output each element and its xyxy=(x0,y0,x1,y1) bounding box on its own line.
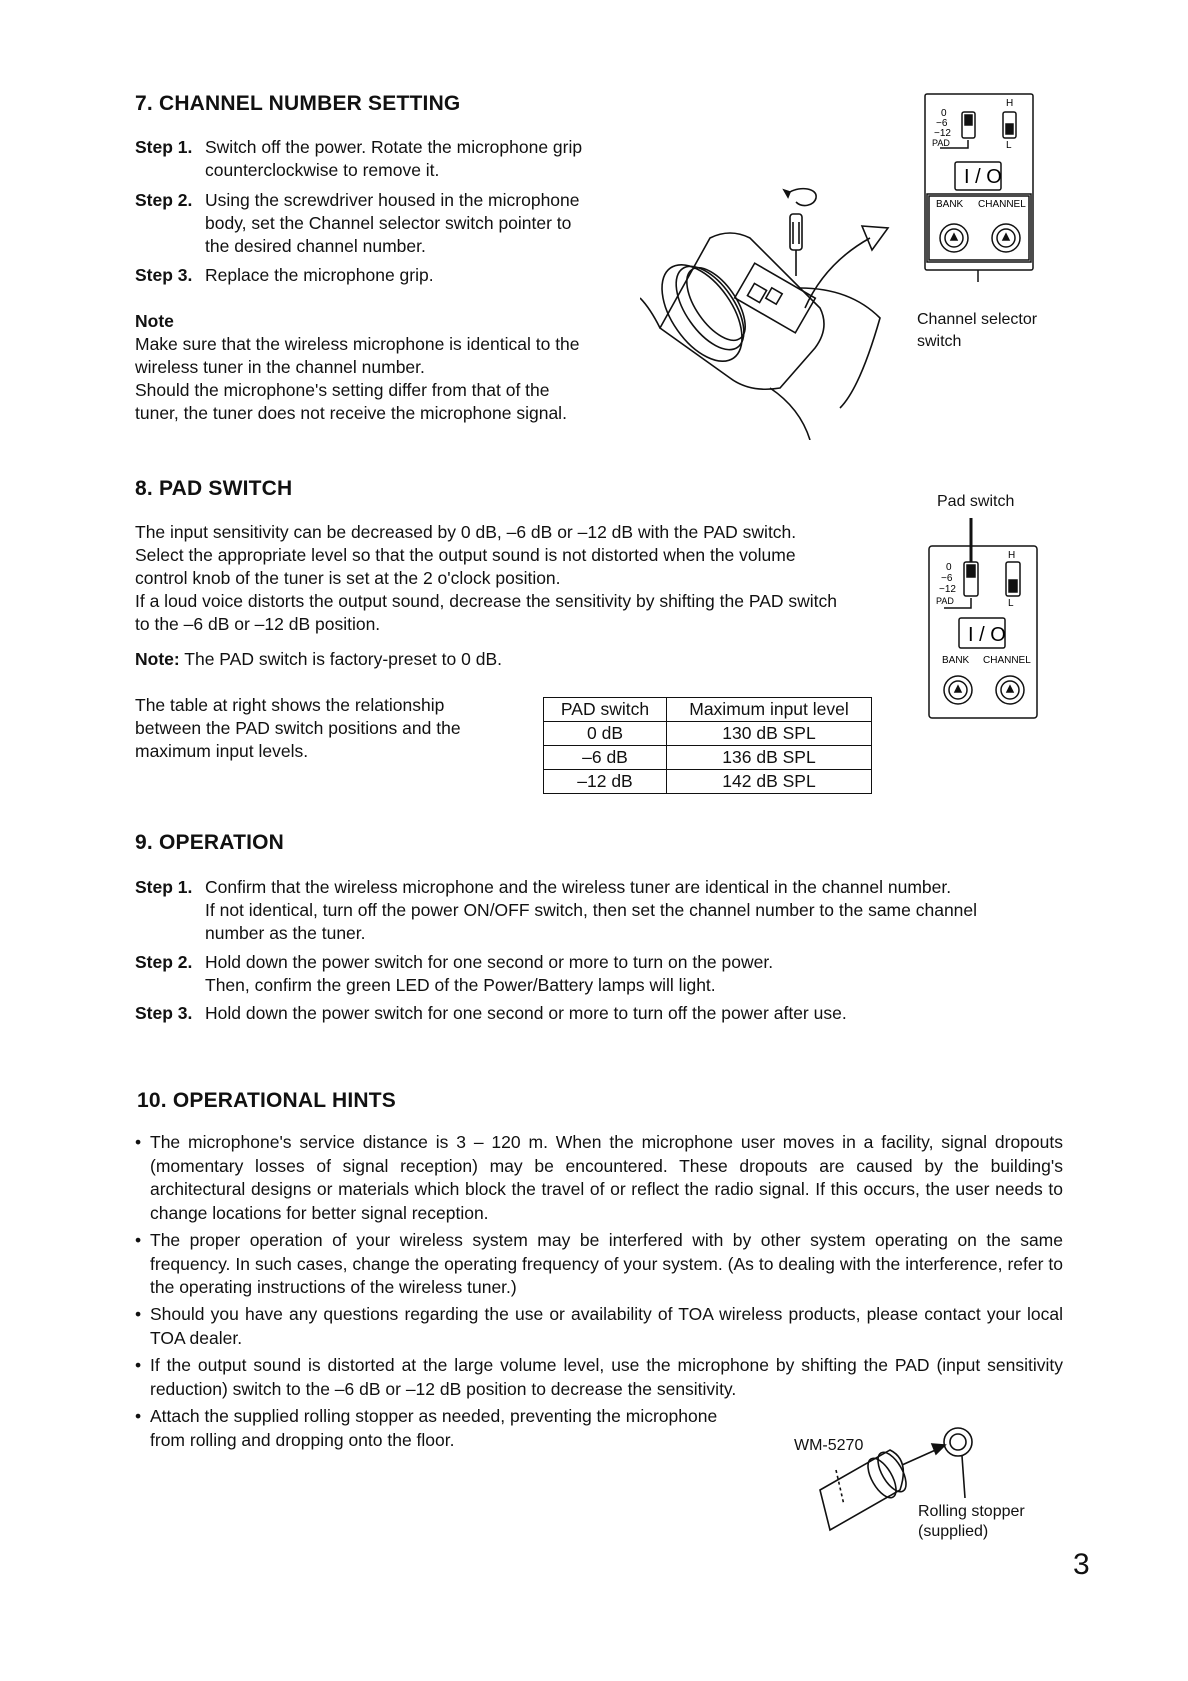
section-8-title: 8. PAD SWITCH xyxy=(135,477,293,500)
panel-bank-label: BANK xyxy=(936,199,964,210)
screwdriver-icon xyxy=(790,214,802,250)
intro-line: The table at right shows the relationship xyxy=(135,695,445,715)
panel-m6-label: −6 xyxy=(936,118,948,129)
section-7-title: 7. CHANNEL NUMBER SETTING xyxy=(135,92,461,115)
step-label: Step 1. xyxy=(135,877,193,897)
sec8-note xyxy=(135,648,502,671)
para-line: The input sensitivity can be decreased by 0 dB, –6 dB or –12 dB with the PAD switch. xyxy=(135,522,797,542)
bullet-text: The proper operation of your wireless system may be interfered with by other system operating on the same frequency. In such cases, change the operating frequency of your system. (As to dealing with the interference, refer to the operating instructions of the wireless tuner.) xyxy=(150,1230,1063,1297)
note-label: Note: xyxy=(135,649,180,669)
step-text-line: Using the screwdriver housed in the microphone xyxy=(205,190,580,210)
step-label: Step 2. xyxy=(135,952,193,972)
table-header-row xyxy=(544,698,872,722)
table-cell: –12 dB xyxy=(544,770,667,794)
page-number: 3 xyxy=(1073,1548,1090,1581)
caption-line: switch xyxy=(917,333,962,350)
step-label: Step 1. xyxy=(135,137,193,157)
step-label: Step 3. xyxy=(135,1003,193,1023)
bullet-text: Should you have any questions regarding the use or availability of TOA wireless products, please contact your local TOA dealer. xyxy=(150,1304,1063,1348)
table-row xyxy=(544,770,872,794)
panel-0-label: 0 xyxy=(946,562,952,573)
sec7-step-2 xyxy=(135,189,580,258)
panel-0-label: 0 xyxy=(941,108,947,119)
note-text: The PAD switch is factory-preset to 0 dB. xyxy=(184,649,502,669)
panel-pad-label: PAD xyxy=(936,596,954,606)
pad-level-table xyxy=(543,697,872,794)
table-cell: 130 dB SPL xyxy=(667,722,872,746)
para-line: If a loud voice distorts the output sound, decrease the sensitivity by shifting the PAD switch xyxy=(135,591,837,611)
note-line: wireless tuner in the channel number. xyxy=(135,357,425,377)
panel-channel-label: CHANNEL xyxy=(983,655,1031,666)
step-text-line: Then, confirm the green LED of the Power/Battery lamps will light. xyxy=(205,975,716,995)
pad-switch-panel xyxy=(926,518,1041,723)
panel-m12-label: −12 xyxy=(934,128,951,139)
hint-bullet xyxy=(135,1229,1063,1300)
section-10-title: 10. OPERATIONAL HINTS xyxy=(137,1089,396,1112)
step-text-line: If not identical, turn off the power ON/OFF switch, then set the channel number to the same channel xyxy=(205,900,978,920)
channel-selector-caption xyxy=(917,309,1037,353)
table-row xyxy=(544,722,872,746)
sec7-note xyxy=(135,310,620,425)
step-label: Step 3. xyxy=(135,265,193,285)
panel-l-label: L xyxy=(1008,598,1014,609)
sec7-step-1 xyxy=(135,136,582,182)
bullet-dot: • xyxy=(135,1304,142,1324)
panel-bank-label: BANK xyxy=(942,655,970,666)
note-line: Should the microphone's setting differ from that of the xyxy=(135,380,550,400)
panel-channel-label: CHANNEL xyxy=(978,199,1026,210)
step-text-line: counterclockwise to remove it. xyxy=(205,160,440,180)
panel-h-label: H xyxy=(1006,98,1014,109)
bullet-dot: • xyxy=(135,1406,142,1426)
panel-pad-label: PAD xyxy=(932,138,950,148)
step-text-line: Switch off the power. Rotate the microphone grip xyxy=(205,137,583,157)
hint-bullet xyxy=(135,1354,1063,1401)
channel-control-panel xyxy=(922,92,1037,282)
sec9-step-3 xyxy=(135,1002,847,1025)
bullet-text-line: Attach the supplied rolling stopper as needed, preventing the microphone xyxy=(150,1406,718,1426)
model-label: WM-5270 xyxy=(794,1437,864,1454)
table-header: PAD switch xyxy=(544,698,667,722)
para-line: Select the appropriate level so that the output sound is not distorted when the volume xyxy=(135,545,796,565)
sec9-step-1 xyxy=(135,876,977,945)
panel-io-label: I / O xyxy=(968,624,1006,646)
bullet-text-line: from rolling and dropping onto the floor. xyxy=(150,1429,455,1450)
step-text-line: Hold down the power switch for one second or more to turn on the power. xyxy=(205,952,774,972)
bullet-text: If the output sound is distorted at the large volume level, use the microphone by shifting the PAD (input sensitivity reduction) switch to the –6 dB or –12 dB position to decrease the sensitivity. xyxy=(150,1355,1063,1399)
table-cell: 142 dB SPL xyxy=(667,770,872,794)
panel-io-label: I / O xyxy=(964,166,1002,188)
table-cell: 136 dB SPL xyxy=(667,746,872,770)
table-cell: 0 dB xyxy=(544,722,667,746)
panel-l-label: L xyxy=(1006,140,1012,151)
table-cell: –6 dB xyxy=(544,746,667,770)
hint-bullet xyxy=(135,1303,1063,1350)
panel-m12-label: −12 xyxy=(939,584,956,595)
bullet-text: The microphone's service distance is 3 – 120 m. When the microphone user moves in a facility, signal dropouts (momentary losses of signal reception) may be encountered. These dropouts are caused by the building's architectural designs or materials which block the travel of or reflect the radio signal. If this occurs, the user needs to change locations for better signal reception. xyxy=(150,1132,1063,1223)
bullet-dot: • xyxy=(135,1230,142,1250)
sec7-step-3 xyxy=(135,264,434,287)
sec8-paragraph xyxy=(135,521,895,636)
step-label: Step 2. xyxy=(135,190,193,210)
pad-switch-caption: Pad switch xyxy=(937,493,1015,510)
intro-line: between the PAD switch positions and the xyxy=(135,718,461,738)
mic-tip xyxy=(820,1450,903,1530)
para-line: to the –6 dB or –12 dB position. xyxy=(135,614,381,634)
table-header: Maximum input level xyxy=(667,698,872,722)
panel-m6-label: −6 xyxy=(941,573,953,584)
step-text-line: Hold down the power switch for one second or more to turn off the power after use. xyxy=(205,1003,847,1023)
table-intro xyxy=(135,694,525,763)
caption-line: Rolling stopper xyxy=(918,1503,1025,1520)
step-text-line: number as the tuner. xyxy=(205,923,366,943)
para-line: control knob of the tuner is set at the 2 o'clock position. xyxy=(135,568,561,588)
note-line: Make sure that the wireless microphone is identical to the xyxy=(135,334,580,354)
rolling-stopper-caption xyxy=(918,1502,1025,1542)
intro-line: maximum input levels. xyxy=(135,741,309,761)
sec9-step-2 xyxy=(135,951,773,997)
rolling-stopper-icon xyxy=(944,1428,972,1456)
step-text-line: body, set the Channel selector switch pointer to xyxy=(205,213,572,233)
note-title: Note xyxy=(135,311,174,331)
table-row xyxy=(544,746,872,770)
bullet-dot: • xyxy=(135,1355,142,1375)
note-line: tuner, the tuner does not receive the microphone signal. xyxy=(135,403,567,423)
rotate-arrow-icon xyxy=(790,189,816,206)
step-text-line: Confirm that the wireless microphone and the wireless tuner are identical in the channel number. xyxy=(205,877,952,897)
bullet-dot: • xyxy=(135,1132,142,1152)
step-text-line: the desired channel number. xyxy=(205,236,426,256)
panel-h-label: H xyxy=(1008,550,1016,561)
section-9-title: 9. OPERATION xyxy=(135,831,285,854)
hint-bullet xyxy=(135,1131,1063,1225)
microphone-channel-illustration xyxy=(640,178,900,440)
hint-bullet xyxy=(135,1405,775,1452)
caption-line: Channel selector xyxy=(917,311,1038,328)
step-text-line: Replace the microphone grip. xyxy=(205,265,434,285)
caption-line: (supplied) xyxy=(918,1523,989,1540)
